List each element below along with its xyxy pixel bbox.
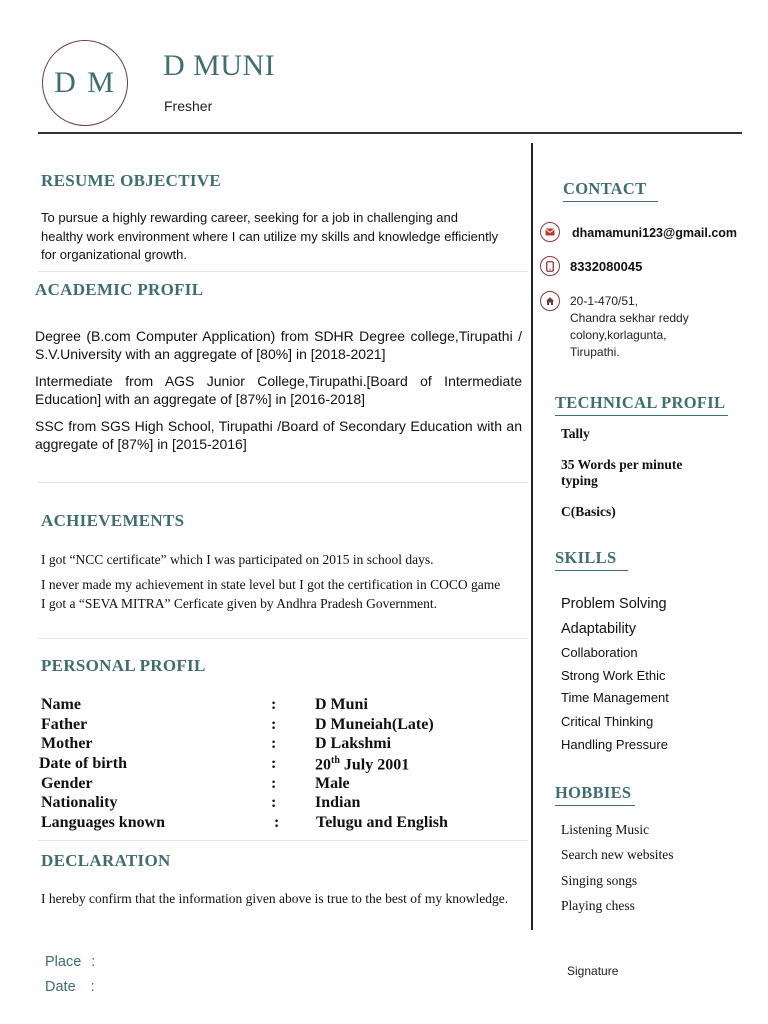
personal-label: Date of birth xyxy=(39,755,127,773)
hobbies-list xyxy=(561,822,731,914)
achievement-item: I never made my achievement in state level but I got the certification in COCO game xyxy=(41,577,501,592)
skill-item: Handling Pressure xyxy=(561,736,668,752)
technical-list xyxy=(561,426,721,520)
candidate-title: Fresher xyxy=(164,98,213,114)
personal-row-name xyxy=(39,696,448,716)
date-colon: : xyxy=(90,979,95,995)
personal-label: Mother xyxy=(41,735,93,753)
signature-label: Signature xyxy=(567,964,619,978)
personal-colon: : xyxy=(271,794,277,812)
address-line: Chandra sekhar reddy xyxy=(570,311,689,325)
personal-value: Telugu and English xyxy=(316,814,448,832)
monogram-circle xyxy=(42,40,128,126)
contact-email: dhamamuni123@gmail.com xyxy=(572,226,738,240)
personal-label: Gender xyxy=(41,774,93,792)
place-label: Place xyxy=(45,954,82,970)
place-colon: : xyxy=(91,954,96,970)
phone-icon xyxy=(540,256,560,276)
skills-heading: SKILLS xyxy=(555,548,628,571)
dob-month-year: July 2001 xyxy=(339,756,410,774)
academic-item-ssc: SSC from SGS High School, Tirupathi /Board of Secondary Education with an aggregate of [87%] in [2015-2016] xyxy=(35,418,522,452)
personal-row-mother xyxy=(39,735,448,755)
skills-list xyxy=(561,596,731,752)
contact-heading: CONTACT xyxy=(563,179,658,202)
header-divider xyxy=(38,132,742,134)
personal-value: D Muneiah(Late) xyxy=(315,715,434,733)
column-divider xyxy=(531,143,533,930)
personal-colon: : xyxy=(271,755,277,773)
contact-phone: 8332080045 xyxy=(570,259,643,274)
academic-heading: ACADEMIC PROFIL xyxy=(35,280,204,299)
skill-item: Strong Work Ethic xyxy=(561,668,666,683)
date-label: Date xyxy=(45,979,76,995)
skill-item: Critical Thinking xyxy=(561,713,654,729)
divider xyxy=(38,840,528,841)
address-line: Tirupathi. xyxy=(570,345,620,359)
personal-label: Father xyxy=(41,715,88,733)
email-icon xyxy=(540,222,560,242)
achievement-item: I got a “SEVA MITRA” Cerficate given by Andhra Pradesh Government. xyxy=(41,596,438,611)
technical-item: C(Basics) xyxy=(561,503,616,519)
personal-colon: : xyxy=(271,735,277,753)
dob-suffix: th xyxy=(331,755,340,767)
declaration-heading: DECLARATION xyxy=(41,851,171,870)
place-line xyxy=(45,954,95,970)
personal-colon: : xyxy=(271,696,277,713)
personal-value: Indian xyxy=(315,794,361,812)
divider xyxy=(38,638,528,639)
divider xyxy=(38,482,528,483)
date-line xyxy=(45,979,95,995)
technical-item: Tally xyxy=(561,426,590,441)
personal-row-father xyxy=(39,716,448,736)
dob-day: 20 xyxy=(315,756,331,774)
academic-item-intermediate: Intermediate from AGS Junior College,Tirupathi.[Board of Intermediate Education] with an aggregate of [87%] in [2016-2018] xyxy=(35,373,522,407)
declaration-text: I hereby confirm that the information given above is true to the best of my knowledge. xyxy=(41,891,509,906)
technical-item: 35 Words per minute typing xyxy=(561,456,683,488)
personal-colon: : xyxy=(271,774,277,792)
personal-row-nationality xyxy=(39,794,448,814)
personal-value: Male xyxy=(315,774,350,792)
personal-table xyxy=(39,696,448,834)
home-icon xyxy=(540,291,560,311)
candidate-name: D MUNI xyxy=(163,49,276,82)
monogram-text: D M xyxy=(54,66,116,99)
personal-row-languages xyxy=(39,814,448,834)
personal-row-gender xyxy=(39,775,448,795)
personal-value xyxy=(315,755,448,775)
contact-address xyxy=(570,293,689,361)
objective-text: To pursue a highly rewarding career, seeking for a job in challenging and healthy work environment where I can utilize my skills and knowledge efficiently for organizational growth. xyxy=(41,210,499,262)
personal-colon: : xyxy=(274,814,280,832)
hobbies-heading: HOBBIES xyxy=(555,783,635,806)
personal-label: Languages known xyxy=(41,814,166,832)
skill-item: Problem Solving xyxy=(561,596,667,612)
hobby-item: Playing chess xyxy=(561,897,635,913)
personal-row-dob xyxy=(39,755,448,775)
hobby-item: Search new websites xyxy=(561,847,674,862)
personal-label: Nationality xyxy=(41,794,118,812)
technical-heading: TECHNICAL PROFIL xyxy=(555,393,728,416)
achievements-list xyxy=(41,550,503,613)
personal-value: D Lakshmi xyxy=(315,735,392,753)
skill-item: Collaboration xyxy=(561,645,638,660)
divider xyxy=(38,271,528,272)
skill-item: Adaptability xyxy=(561,621,636,637)
skill-item: Time Management xyxy=(561,690,669,705)
personal-colon: : xyxy=(271,715,277,733)
address-line: 20-1-470/51, xyxy=(570,294,639,308)
achievement-item: I got “NCC certificate” which I was participated on 2015 in school days. xyxy=(41,552,434,567)
hobby-item: Listening Music xyxy=(561,822,650,837)
objective-heading: RESUME OBJECTIVE xyxy=(41,171,222,190)
personal-value: D Muni xyxy=(315,696,368,713)
academic-list xyxy=(35,328,522,453)
personal-heading: PERSONAL PROFIL xyxy=(41,656,206,675)
personal-label: Name xyxy=(41,696,81,713)
hobby-item: Singing songs xyxy=(561,872,638,888)
address-line: colony,korlagunta, xyxy=(570,328,667,342)
achievements-heading: ACHIEVEMENTS xyxy=(41,511,185,530)
academic-item-degree: Degree (B.com Computer Application) from SDHR Degree college,Tirupathi / S.V.University with an aggregate of [80%] in [2018-2021] xyxy=(35,328,522,362)
